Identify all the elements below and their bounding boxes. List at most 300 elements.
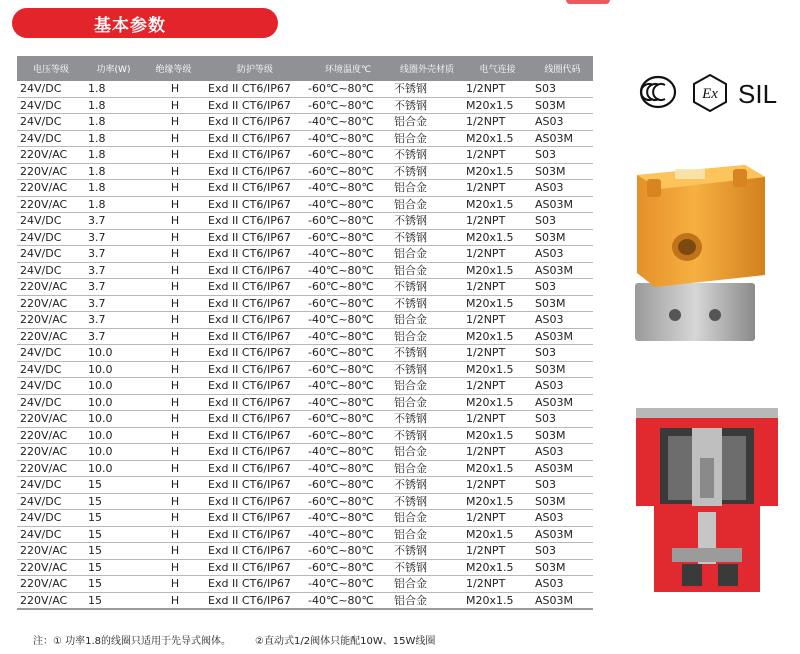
table-cell: -40℃~80℃	[305, 510, 391, 527]
table-cell: 1/2NPT	[463, 378, 532, 395]
table-cell: 1/2NPT	[463, 444, 532, 461]
table-cell: AS03M	[532, 394, 593, 411]
table-cell: H	[142, 147, 205, 164]
table-cell: H	[142, 196, 205, 213]
table-cell: 不锈钢	[391, 279, 463, 296]
column-header: 环境温度℃	[305, 56, 391, 81]
table-cell: -60℃~80℃	[305, 543, 391, 560]
table-cell: Exd II CT6/IP67	[205, 213, 305, 230]
table-cell: H	[142, 526, 205, 543]
table-cell: AS03M	[532, 526, 593, 543]
table-cell: Exd II CT6/IP67	[205, 477, 305, 494]
table-cell: 10.0	[85, 361, 142, 378]
table-cell: Exd II CT6/IP67	[205, 493, 305, 510]
table-cell: 1/2NPT	[463, 576, 532, 593]
table-row	[17, 196, 593, 213]
table-cell: 不锈钢	[391, 493, 463, 510]
table-cell: S03M	[532, 427, 593, 444]
table-cell: 24V/DC	[17, 262, 85, 279]
table-cell: 铝合金	[391, 378, 463, 395]
table-cell: S03M	[532, 163, 593, 180]
table-cell: Exd II CT6/IP67	[205, 262, 305, 279]
column-header: 电气连接	[463, 56, 532, 81]
table-cell: H	[142, 411, 205, 428]
table-cell: 铝合金	[391, 460, 463, 477]
table-cell: H	[142, 312, 205, 329]
table-cell: 10.0	[85, 345, 142, 362]
table-cell: 3.7	[85, 229, 142, 246]
table-cell: 1.8	[85, 163, 142, 180]
table-cell: 24V/DC	[17, 246, 85, 263]
table-cell: Exd II CT6/IP67	[205, 411, 305, 428]
table-cell: 不锈钢	[391, 543, 463, 560]
table-cell: H	[142, 114, 205, 131]
table-cell: Exd II CT6/IP67	[205, 163, 305, 180]
table-cell: -40℃~80℃	[305, 378, 391, 395]
column-header: 线圈代码	[532, 56, 593, 81]
table-cell: Exd II CT6/IP67	[205, 378, 305, 395]
table-cell: 10.0	[85, 444, 142, 461]
table-cell: 15	[85, 493, 142, 510]
table-cell: H	[142, 576, 205, 593]
table-cell: 24V/DC	[17, 81, 85, 97]
table-cell: Exd II CT6/IP67	[205, 147, 305, 164]
table-cell: 1/2NPT	[463, 543, 532, 560]
table-cell: M20x1.5	[463, 394, 532, 411]
table-cell: 不锈钢	[391, 559, 463, 576]
table-cell: 220V/AC	[17, 592, 85, 609]
table-cell: H	[142, 543, 205, 560]
table-cell: 15	[85, 543, 142, 560]
table-cell: S03	[532, 543, 593, 560]
table-cell: -40℃~80℃	[305, 114, 391, 131]
table-cell: Exd II CT6/IP67	[205, 295, 305, 312]
table-cell: AS03	[532, 312, 593, 329]
table-row	[17, 411, 593, 428]
table-cell: -60℃~80℃	[305, 361, 391, 378]
table-cell: 220V/AC	[17, 180, 85, 197]
table-cell: 铝合金	[391, 394, 463, 411]
table-cell: -40℃~80℃	[305, 460, 391, 477]
table-row	[17, 576, 593, 593]
table-cell: 1/2NPT	[463, 312, 532, 329]
table-row	[17, 279, 593, 296]
table-cell: S03M	[532, 97, 593, 114]
table-cell: 24V/DC	[17, 97, 85, 114]
table-cell: -60℃~80℃	[305, 213, 391, 230]
table-cell: -60℃~80℃	[305, 295, 391, 312]
table-cell: 不锈钢	[391, 213, 463, 230]
table-cell: Exd II CT6/IP67	[205, 427, 305, 444]
table-cell: M20x1.5	[463, 526, 532, 543]
table-cell: 220V/AC	[17, 460, 85, 477]
table-cell: -60℃~80℃	[305, 411, 391, 428]
table-cell: 1/2NPT	[463, 411, 532, 428]
table-cell: S03	[532, 81, 593, 97]
table-cell: 24V/DC	[17, 213, 85, 230]
table-cell: 15	[85, 576, 142, 593]
section-title: 基本参数	[94, 15, 166, 36]
table-cell: 24V/DC	[17, 114, 85, 131]
table-cell: H	[142, 345, 205, 362]
footnote-item-2: ②直动式1/2阀体只能配10W、15W线圈	[255, 636, 436, 647]
table-cell: S03M	[532, 361, 593, 378]
certification-marks	[638, 72, 788, 112]
table-cell: Exd II CT6/IP67	[205, 345, 305, 362]
table-cell: 不锈钢	[391, 163, 463, 180]
table-cell: -40℃~80℃	[305, 328, 391, 345]
table-cell: 220V/AC	[17, 444, 85, 461]
table-cell: 不锈钢	[391, 411, 463, 428]
table-cell: 不锈钢	[391, 427, 463, 444]
table-cell: Exd II CT6/IP67	[205, 180, 305, 197]
table-cell: H	[142, 262, 205, 279]
ccc-icon	[641, 77, 675, 107]
table-cell: 220V/AC	[17, 196, 85, 213]
table-cell: H	[142, 229, 205, 246]
table-cell: S03	[532, 279, 593, 296]
table-cell: 1/2NPT	[463, 114, 532, 131]
table-cell: 1.8	[85, 130, 142, 147]
table-cell: 1.8	[85, 97, 142, 114]
table-cell: Exd II CT6/IP67	[205, 543, 305, 560]
table-cell: AS03	[532, 576, 593, 593]
table-cell: AS03	[532, 510, 593, 527]
table-cell: 铝合金	[391, 526, 463, 543]
table-cell: 不锈钢	[391, 147, 463, 164]
table-cell: AS03M	[532, 130, 593, 147]
top-accent-mark	[566, 0, 610, 4]
table-row	[17, 526, 593, 543]
table-cell: H	[142, 378, 205, 395]
table-cell: Exd II CT6/IP67	[205, 246, 305, 263]
table-row	[17, 213, 593, 230]
valve-product-image	[615, 155, 790, 345]
table-cell: 1/2NPT	[463, 147, 532, 164]
table-cell: 3.7	[85, 213, 142, 230]
table-cell: S03M	[532, 229, 593, 246]
table-cell: H	[142, 493, 205, 510]
table-cell: 15	[85, 559, 142, 576]
table-cell: 10.0	[85, 427, 142, 444]
table-cell: 不锈钢	[391, 81, 463, 97]
table-cell: -60℃~80℃	[305, 229, 391, 246]
table-cell: AS03M	[532, 460, 593, 477]
table-cell: 1/2NPT	[463, 510, 532, 527]
table-cell: -40℃~80℃	[305, 262, 391, 279]
table-cell: 1.8	[85, 180, 142, 197]
table-cell: 不锈钢	[391, 361, 463, 378]
table-cell: 1/2NPT	[463, 246, 532, 263]
table-cell: 24V/DC	[17, 394, 85, 411]
table-cell: 220V/AC	[17, 147, 85, 164]
table-cell: -40℃~80℃	[305, 394, 391, 411]
spec-table	[17, 56, 593, 610]
table-cell: M20x1.5	[463, 427, 532, 444]
table-cell: 24V/DC	[17, 378, 85, 395]
table-row	[17, 328, 593, 345]
column-header: 防护等级	[205, 56, 305, 81]
table-cell: 铝合金	[391, 130, 463, 147]
table-cell: S03	[532, 213, 593, 230]
table-row	[17, 444, 593, 461]
table-cell: 3.7	[85, 295, 142, 312]
table-cell: M20x1.5	[463, 163, 532, 180]
sil-mark-text: SIL	[738, 79, 778, 109]
table-cell: Exd II CT6/IP67	[205, 559, 305, 576]
table-cell: Exd II CT6/IP67	[205, 592, 305, 609]
table-cell: 铝合金	[391, 114, 463, 131]
table-row	[17, 378, 593, 395]
table-cell: Exd II CT6/IP67	[205, 130, 305, 147]
table-cell: -60℃~80℃	[305, 427, 391, 444]
table-cell: Exd II CT6/IP67	[205, 97, 305, 114]
table-cell: 15	[85, 510, 142, 527]
table-cell: AS03M	[532, 262, 593, 279]
table-cell: -40℃~80℃	[305, 180, 391, 197]
table-cell: 220V/AC	[17, 411, 85, 428]
column-header: 功率(W)	[85, 56, 142, 81]
table-row	[17, 345, 593, 362]
table-cell: M20x1.5	[463, 361, 532, 378]
table-cell: M20x1.5	[463, 328, 532, 345]
table-cell: 220V/AC	[17, 427, 85, 444]
table-cell: H	[142, 180, 205, 197]
table-cell: -60℃~80℃	[305, 147, 391, 164]
table-cell: Exd II CT6/IP67	[205, 196, 305, 213]
table-cell: 24V/DC	[17, 361, 85, 378]
table-cell: H	[142, 295, 205, 312]
table-cell: Exd II CT6/IP67	[205, 526, 305, 543]
table-cell: M20x1.5	[463, 460, 532, 477]
table-row	[17, 262, 593, 279]
table-cell: Exd II CT6/IP67	[205, 114, 305, 131]
table-cell: 1/2NPT	[463, 477, 532, 494]
table-cell: 24V/DC	[17, 477, 85, 494]
table-cell: -40℃~80℃	[305, 312, 391, 329]
table-cell: M20x1.5	[463, 295, 532, 312]
table-cell: 220V/AC	[17, 295, 85, 312]
table-cell: Exd II CT6/IP67	[205, 460, 305, 477]
table-cell: AS03M	[532, 592, 593, 609]
table-cell: H	[142, 559, 205, 576]
table-cell: 铝合金	[391, 510, 463, 527]
table-row	[17, 295, 593, 312]
table-cell: H	[142, 427, 205, 444]
table-cell: H	[142, 460, 205, 477]
table-cell: AS03	[532, 114, 593, 131]
table-cell: 15	[85, 526, 142, 543]
table-row	[17, 130, 593, 147]
table-cell: 不锈钢	[391, 345, 463, 362]
table-cell: 1.8	[85, 114, 142, 131]
valve-cross-section-image	[632, 398, 782, 594]
table-cell: 24V/DC	[17, 130, 85, 147]
table-cell: H	[142, 163, 205, 180]
table-row	[17, 114, 593, 131]
table-cell: Exd II CT6/IP67	[205, 444, 305, 461]
table-cell: Exd II CT6/IP67	[205, 361, 305, 378]
table-cell: H	[142, 592, 205, 609]
table-header-row	[17, 56, 593, 81]
table-cell: 15	[85, 477, 142, 494]
table-cell: 24V/DC	[17, 229, 85, 246]
table-cell: Exd II CT6/IP67	[205, 510, 305, 527]
table-cell: -40℃~80℃	[305, 196, 391, 213]
table-cell: 220V/AC	[17, 163, 85, 180]
table-cell: 铝合金	[391, 180, 463, 197]
table-cell: 1/2NPT	[463, 213, 532, 230]
table-cell: 3.7	[85, 328, 142, 345]
table-cell: 220V/AC	[17, 328, 85, 345]
table-cell: AS03	[532, 444, 593, 461]
table-cell: H	[142, 510, 205, 527]
table-cell: -40℃~80℃	[305, 444, 391, 461]
table-cell: S03M	[532, 559, 593, 576]
table-body	[17, 81, 593, 609]
table-cell: -40℃~80℃	[305, 246, 391, 263]
table-row	[17, 361, 593, 378]
table-row	[17, 493, 593, 510]
table-cell: H	[142, 213, 205, 230]
table-cell: 不锈钢	[391, 229, 463, 246]
table-cell: H	[142, 81, 205, 97]
table-cell: -60℃~80℃	[305, 345, 391, 362]
table-cell: H	[142, 97, 205, 114]
table-cell: S03	[532, 147, 593, 164]
table-cell: 10.0	[85, 378, 142, 395]
footnote-item-1: ① 功率1.8的线圈只适用于先导式阀体。	[53, 636, 232, 647]
table-row	[17, 229, 593, 246]
table-cell: 10.0	[85, 460, 142, 477]
table-cell: M20x1.5	[463, 493, 532, 510]
table-row	[17, 559, 593, 576]
table-cell: AS03	[532, 246, 593, 263]
table-cell: M20x1.5	[463, 262, 532, 279]
table-cell: -40℃~80℃	[305, 576, 391, 593]
footnote	[33, 632, 435, 647]
table-cell: S03	[532, 477, 593, 494]
table-cell: M20x1.5	[463, 196, 532, 213]
table-row	[17, 592, 593, 609]
table-cell: AS03	[532, 378, 593, 395]
table-cell: S03M	[532, 295, 593, 312]
table-cell: 24V/DC	[17, 526, 85, 543]
table-cell: -60℃~80℃	[305, 477, 391, 494]
table-cell: H	[142, 477, 205, 494]
table-cell: 220V/AC	[17, 576, 85, 593]
table-cell: Exd II CT6/IP67	[205, 576, 305, 593]
table-cell: 24V/DC	[17, 493, 85, 510]
table-cell: M20x1.5	[463, 229, 532, 246]
table-cell: 3.7	[85, 279, 142, 296]
table-cell: Exd II CT6/IP67	[205, 81, 305, 97]
table-cell: Exd II CT6/IP67	[205, 229, 305, 246]
table-row	[17, 477, 593, 494]
table-cell: -60℃~80℃	[305, 97, 391, 114]
table-cell: 1/2NPT	[463, 345, 532, 362]
table-row	[17, 147, 593, 164]
ex-hexagon-icon	[694, 75, 726, 111]
table-row	[17, 510, 593, 527]
column-header: 电压等级	[17, 56, 85, 81]
ex-mark-text: Ex	[702, 86, 718, 102]
table-cell: 15	[85, 592, 142, 609]
table-row	[17, 312, 593, 329]
table-cell: 铝合金	[391, 196, 463, 213]
table-cell: AS03M	[532, 196, 593, 213]
table-cell: 1/2NPT	[463, 279, 532, 296]
table-cell: -60℃~80℃	[305, 493, 391, 510]
table-cell: AS03	[532, 180, 593, 197]
table-cell: 220V/AC	[17, 312, 85, 329]
table-cell: 3.7	[85, 262, 142, 279]
table-cell: Exd II CT6/IP67	[205, 394, 305, 411]
table-cell: M20x1.5	[463, 559, 532, 576]
table-cell: H	[142, 394, 205, 411]
table-cell: -40℃~80℃	[305, 592, 391, 609]
table-cell: -60℃~80℃	[305, 559, 391, 576]
table-cell: M20x1.5	[463, 592, 532, 609]
table-cell: M20x1.5	[463, 97, 532, 114]
table-cell: H	[142, 444, 205, 461]
table-cell: Exd II CT6/IP67	[205, 279, 305, 296]
table-cell: -60℃~80℃	[305, 81, 391, 97]
table-cell: 不锈钢	[391, 295, 463, 312]
table-cell: 铝合金	[391, 262, 463, 279]
table-cell: -40℃~80℃	[305, 526, 391, 543]
section-title-banner	[12, 8, 278, 38]
table-cell: S03	[532, 345, 593, 362]
table-row	[17, 163, 593, 180]
table-cell: 不锈钢	[391, 97, 463, 114]
table-cell: Exd II CT6/IP67	[205, 312, 305, 329]
table-cell: 10.0	[85, 394, 142, 411]
table-cell: -60℃~80℃	[305, 279, 391, 296]
table-cell: 1.8	[85, 196, 142, 213]
table-cell: 铝合金	[391, 576, 463, 593]
table-cell: 10.0	[85, 411, 142, 428]
table-row	[17, 81, 593, 97]
table-row	[17, 394, 593, 411]
table-cell: H	[142, 246, 205, 263]
table-cell: 3.7	[85, 246, 142, 263]
table-cell: H	[142, 361, 205, 378]
table-cell: 220V/AC	[17, 543, 85, 560]
table-cell: 1/2NPT	[463, 81, 532, 97]
table-cell: -40℃~80℃	[305, 130, 391, 147]
table-cell: 铝合金	[391, 312, 463, 329]
table-cell: S03M	[532, 493, 593, 510]
column-header: 线圈外壳材质	[391, 56, 463, 81]
table-cell: 24V/DC	[17, 510, 85, 527]
footnote-prefix: 注：	[33, 636, 53, 647]
table-row	[17, 460, 593, 477]
table-cell: H	[142, 328, 205, 345]
table-cell: 1.8	[85, 147, 142, 164]
table-row	[17, 97, 593, 114]
table-cell: 1/2NPT	[463, 180, 532, 197]
table-row	[17, 180, 593, 197]
table-row	[17, 543, 593, 560]
table-cell: 3.7	[85, 312, 142, 329]
table-cell: 铝合金	[391, 328, 463, 345]
table-cell: 24V/DC	[17, 345, 85, 362]
table-cell: 220V/AC	[17, 559, 85, 576]
table-cell: M20x1.5	[463, 130, 532, 147]
column-header: 绝缘等级	[142, 56, 205, 81]
table-cell: H	[142, 130, 205, 147]
